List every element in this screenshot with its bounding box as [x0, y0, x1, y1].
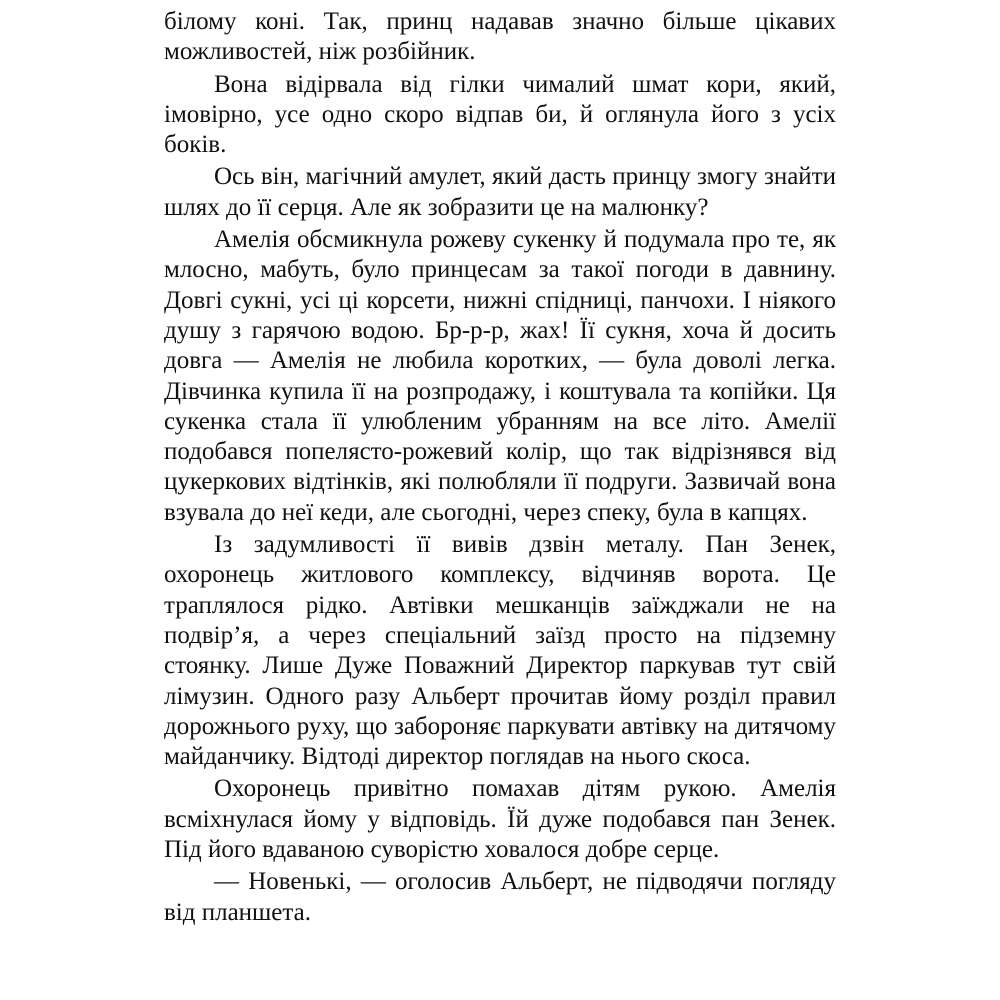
paragraph-gate: Із задумливості її вивів дзвін металу. Пан Зенек, охоронець житлового комплексу, відчиняв ворота. Це траплялося рідко. Автівки мешканців заїжджали не на подвір’я, а через спеціальний заїзд просто на підземну стоянку. Лише Дуже Поважний Директор паркував тут свій лімузин. Одного разу Альберт прочитав йому розділ правил дорожнього руху, що забороняє паркувати автівку на дитячому майданчику. Відтоді директор поглядав на нього скоса.	[164, 531, 836, 771]
paragraph-amulet: Ось він, магічний амулет, який дасть принцу змогу знайти шлях до її серця. Але як зобразити це на малюнку?	[164, 163, 836, 221]
book-page	[164, 7, 836, 930]
paragraph-guard: Охоронець привітно помахав дітям рукою. Амелія всміхнулася йому у відповідь. Їй дуже подобався пан Зенек. Під його вдаваною суворістю ховалося добре серце.	[164, 775, 836, 864]
paragraph-dress: Амелія обсмикнула рожеву сукенку й подумала про те, як млосно, мабуть, було принцесам за такої погоди в давнину. Довгі сукні, усі ці корсети, нижні спідниці, панчохи. І ніякого душу з гарячою водою. Бр-р-р, жах! Її сукня, хоча й досить довга — Амелія не любила коротких, — була доволі легка. Дівчинка купила її на розпродажу, і коштувала та копійки. Ця сукенка стала її улюбленим убранням на все літо. Амелії подобався попелясто-рожевий колір, що так відрізнявся від цукеркових відтінків, які полюбляли її подруги. Зазвичай вона взувала до неї кеди, але сьогодні, через спеку, була в капцях.	[164, 226, 836, 526]
paragraph-newcomers: — Новенькі, — оголосив Альберт, не підводячи погляду від планшета.	[164, 868, 836, 926]
paragraph-bark: Вона відірвала від гілки чималий шмат кори, який, імовірно, усе одно скоро відпав би, й оглянула його з усіх боків.	[164, 70, 836, 159]
paragraph-continuation: білому коні. Так, принц надавав значно більше цікавих можливостей, ніж розбійник.	[164, 8, 836, 66]
